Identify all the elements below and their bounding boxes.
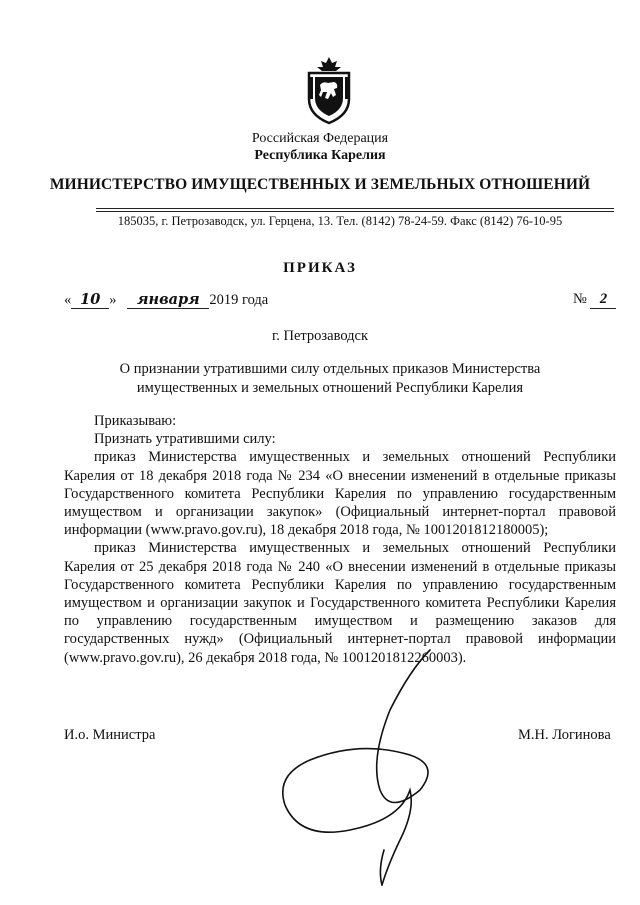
number-value: 2 bbox=[590, 291, 616, 309]
region-name: Республика Карелия bbox=[254, 148, 386, 163]
contact-address: 185035, г. Петрозаводск, ул. Герцена, 13. Тел. (8142) 78-24-59. Факс (8142) 76-10-95 bbox=[117, 214, 563, 228]
signatory-role: И.о. Министра bbox=[64, 727, 156, 743]
date-day: 10 bbox=[71, 291, 109, 309]
document-type: ПРИКАЗ bbox=[283, 260, 357, 276]
handwritten-signature bbox=[270, 640, 470, 890]
signatory-name: М.Н. Логинова bbox=[518, 727, 611, 743]
header-divider bbox=[96, 208, 614, 209]
date-line: « 10 » января 2019 года bbox=[64, 291, 269, 308]
document-body bbox=[64, 412, 616, 667]
body-paragraph: Признать утратившими силу: bbox=[94, 431, 276, 448]
date-month: января bbox=[127, 291, 209, 309]
body-paragraph: приказ Министерства имущественных и земельных отношений Республики Карелия от 25 декабря 2018 года № 240 «О внесении изменений в отдельные приказы Государственного комитета Республики Карелия по управлению государственным имуществом и организации закупок и Государственного комитета Республики Карелия по управлению государственным имуществом и размещению заказов для государственных нужд» (Официальный интернет-портал правовой информации (www.pravo.gov.ru), 26 декабря 2018 года, № 1001201812260003). bbox=[64, 540, 616, 666]
city: г. Петрозаводск bbox=[271, 328, 369, 344]
document-subject: О признании утратившими силу отдельных приказов Министерства имущественных и земельных отношений Республики Карелия bbox=[119, 361, 541, 396]
body-paragraph: Приказываю: bbox=[94, 413, 177, 429]
number-label: № bbox=[573, 291, 587, 307]
country-name: Российская Федерация bbox=[251, 131, 389, 146]
header-divider-thin bbox=[96, 211, 614, 212]
document-number bbox=[573, 291, 616, 309]
ministry-name: МИНИСТЕРСТВО ИМУЩЕСТВЕННЫХ И ЗЕМЕЛЬНЫХ ОТНОШЕНИЙ bbox=[49, 176, 591, 193]
date-year: 2019 года bbox=[209, 292, 269, 308]
coat-of-arms-icon bbox=[301, 55, 357, 125]
body-paragraph: приказ Министерства имущественных и земельных отношений Республики Карелия от 18 декабря 2018 года № 234 «О внесении изменений в отдельные приказы Государственного комитета Республики Карелия по управлению государственным имуществом и организации закупок» (Официальный интернет-портал правовой информации (www.pravo.gov.ru), 18 декабря 2018 года, № 1001201812180005); bbox=[64, 449, 616, 539]
